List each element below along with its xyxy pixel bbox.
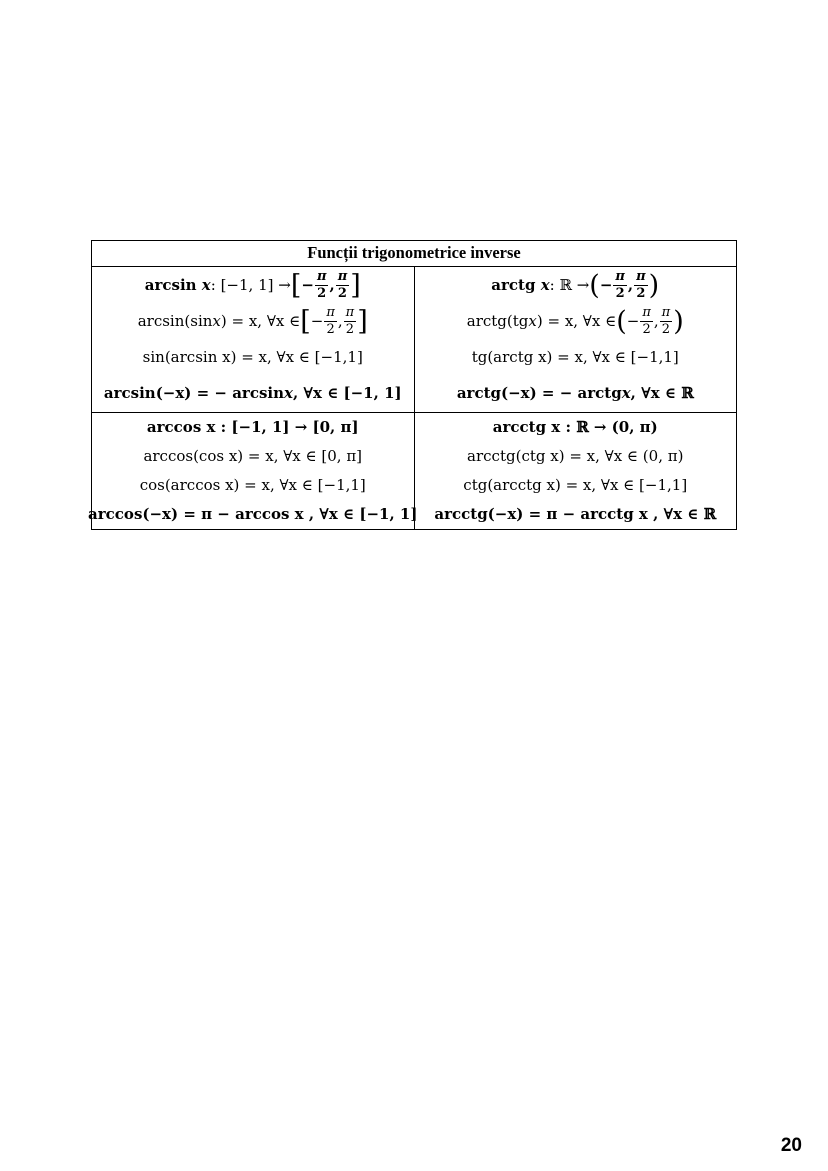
page-number: 20 bbox=[780, 1135, 802, 1156]
arccos-identity-1: arccos(cos x) = x, ∀x ∈ [0, π] bbox=[143, 447, 363, 465]
arcctg-symmetry-property: arcctg(−x) = π − arcctg x , ∀x ∈ ℝ bbox=[434, 505, 717, 523]
arcsin-cell bbox=[92, 267, 415, 413]
arcctg-identity-1: arcctg(ctg x) = x, ∀x ∈ (0, π) bbox=[467, 447, 684, 465]
inverse-trig-table bbox=[88, 240, 737, 530]
arctg-cell bbox=[414, 267, 737, 413]
arctg-definition: arctg x : ℝ → ( − $\frac{\pi}{2}$ , $\frac{\pi}{2}$ ) bbox=[491, 268, 660, 301]
arcsin-definition: arcsin x : [−1, 1] → [ − $\frac{\pi}{2}$ , $\frac{\pi}{2}$ ] bbox=[144, 268, 361, 301]
arcctg-identity-2: ctg(arcctg x) = x, ∀x ∈ [−1,1] bbox=[463, 476, 688, 494]
arctg-odd-property: arctg(−x) = − arctg x , ∀x ∈ ℝ bbox=[456, 384, 694, 403]
arccos-identity-2: cos(arccos x) = x, ∀x ∈ [−1,1] bbox=[139, 476, 366, 494]
arctg-identity-1: arctg(tg x ) = x, ∀x ∈ ( − $\frac{\pi}{2}$ , $\frac{\pi}{2}$ ) bbox=[466, 305, 684, 337]
arcsin-identity-2: sin(arcsin x) = x, ∀x ∈ [−1,1] bbox=[142, 348, 363, 367]
arcctg-definition: arcctg x : ℝ → (0, π) bbox=[492, 418, 658, 436]
arccos-definition: arccos x : [−1, 1] → [0, π] bbox=[146, 418, 359, 436]
arcctg-cell bbox=[414, 413, 737, 530]
arccos-cell bbox=[88, 413, 418, 530]
arcsin-identity-1: arcsin(sin x ) = x, ∀x ∈ [ − $\frac{\pi}{2}$ , $\frac{\pi}{2}$ ] bbox=[137, 305, 368, 337]
arccos-symmetry-property: arccos(−x) = π − arccos x , ∀x ∈ [−1, 1] bbox=[88, 505, 418, 523]
table-title: Funcții trigonometrice inverse bbox=[92, 241, 737, 267]
arcsin-odd-property: arcsin(−x) = − arcsin x , ∀x ∈ [−1, 1] bbox=[103, 384, 402, 403]
arctg-identity-2: tg(arctg x) = x, ∀x ∈ [−1,1] bbox=[471, 348, 679, 367]
